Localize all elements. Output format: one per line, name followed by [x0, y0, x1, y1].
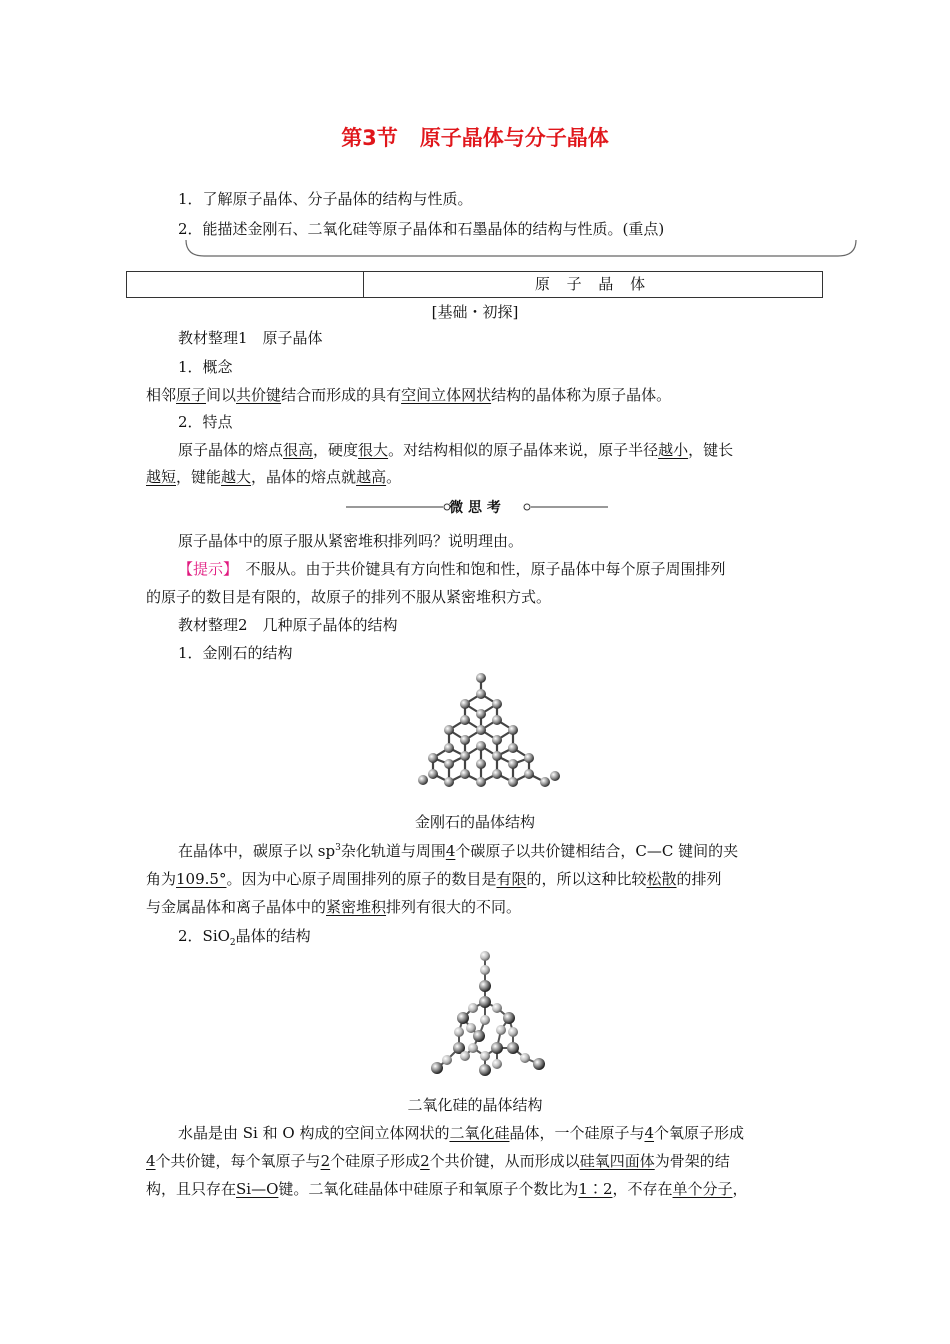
sio2-heading: 2．SiO$_2$晶体的结构	[178, 927, 311, 948]
hint-label: 【提示】	[178, 560, 231, 578]
section-name: 原子晶体与分子晶体	[419, 126, 609, 150]
section-number: 第3节	[341, 126, 398, 150]
sio2-text-3: 构，且只存在Si—O键。二氧化硅晶体中硅原子和氧原子个数比为1∶2，不存在单个分子，	[146, 1180, 748, 1198]
diamond-caption: 金刚石的晶体结构	[414, 813, 535, 831]
feature-text-2: 越短，键能越大，晶体的熔点就越高。	[146, 468, 402, 486]
basis-tag: [基础・初探]	[431, 303, 519, 321]
diamond-text-3: 与金属晶体和离子晶体中的紧密堆积排列有很大的不同。	[146, 898, 522, 916]
objective-1: 1．了解原子晶体、分子晶体的结构与性质。	[178, 190, 473, 208]
objectives-bracket	[176, 236, 866, 262]
think-answer-1: 【提示】 不服从。由于共价键具有方向性和饱和性，原子晶体中每个原子周围排列	[178, 560, 726, 578]
think-question: 原子晶体中的原子服从紧密堆积排列吗？说明理由。	[178, 532, 524, 550]
page-title	[0, 122, 950, 152]
sio2-structure-image	[425, 948, 555, 1088]
think-label: 微 思 考	[449, 500, 501, 516]
concept-text: 相邻原子间以共价键结合而形成的具有空间立体网状结构的晶体称为原子晶体。	[146, 386, 672, 404]
diamond-text-2: 角为109.5°。因为中心原子周围排列的原子的数目是有限的，所以这种比较松散的排列	[146, 870, 722, 888]
sio2-caption: 二氧化硅的晶体结构	[407, 1096, 543, 1114]
feature-heading: 2．特点	[178, 413, 233, 431]
diamond-text-1: 在晶体中，碳原子以 $sp^3$杂化轨道与周围4个碳原子以共价键相结合，C—C 键间的夹	[178, 842, 739, 860]
section-table	[126, 271, 823, 298]
feature-text-1: 原子晶体的熔点很高，硬度很大。对结构相似的原子晶体来说，原子半径越小，键长	[178, 441, 734, 459]
sio2-text-1: 水晶是由 Si 和 O 构成的空间立体网状的二氧化硅晶体，一个硅原子与4个氧原子形成	[178, 1124, 745, 1142]
diamond-heading: 1．金刚石的结构	[178, 644, 293, 662]
section-table-label: 原 子 晶 体	[534, 275, 652, 293]
part2-heading: 教材整理2 几种原子晶体的结构	[178, 616, 398, 634]
diamond-structure-image	[415, 664, 565, 794]
concept-heading: 1．概念	[178, 358, 233, 376]
sio2-text-2: 4个共价键，每个氧原子与2个硅原子形成2个共价键，从而形成以硅氧四面体为骨架的结	[146, 1152, 730, 1170]
objective-2: 2．能描述金刚石、二氧化硅等原子晶体和石墨晶体的结构与性质。(重点)	[178, 220, 665, 238]
think-answer-2: 的原子的数目是有限的，故原子的排列不服从紧密堆积方式。	[146, 588, 552, 606]
part1-heading: 教材整理1 原子晶体	[178, 329, 323, 347]
